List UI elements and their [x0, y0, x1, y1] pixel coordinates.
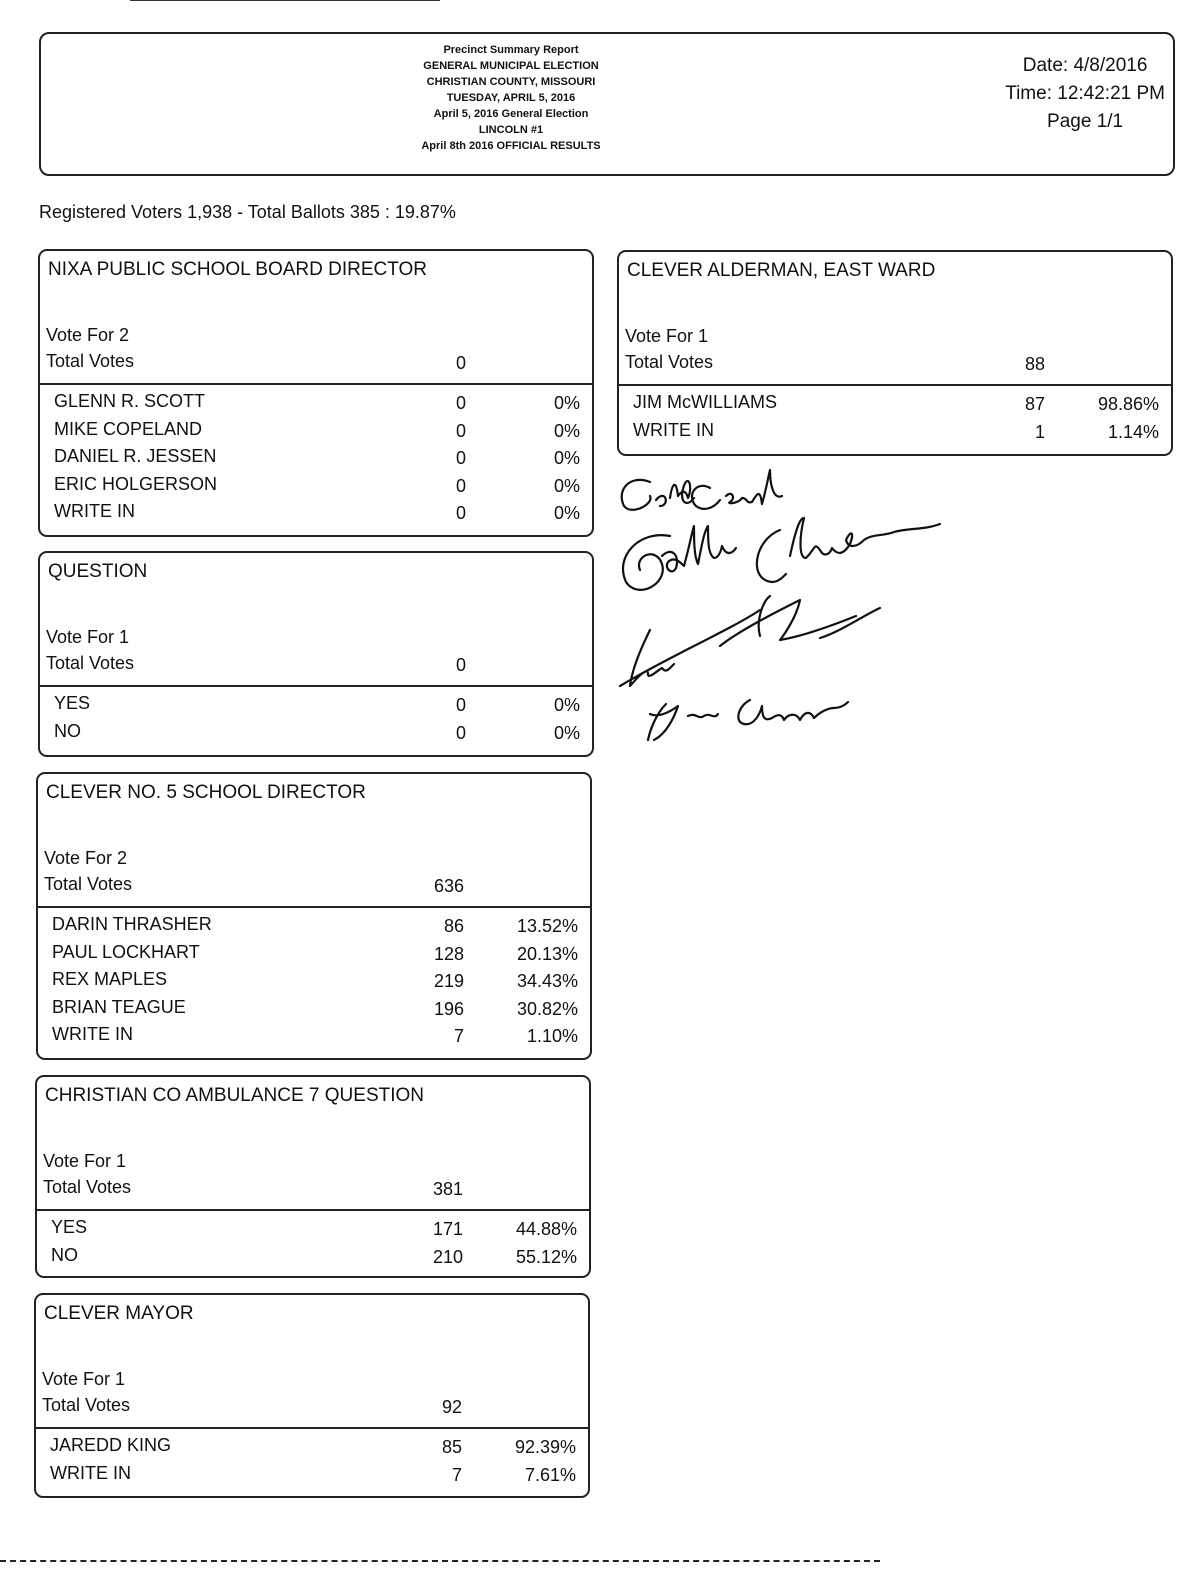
- race-box: [36, 772, 592, 1060]
- candidate-percent: 98.86%: [1097, 394, 1159, 414]
- candidate-votes: 128: [433, 943, 464, 964]
- candidate-row: [38, 969, 590, 997]
- signature-2: [623, 518, 940, 590]
- race-title: CLEVER NO. 5 SCHOOL DIRECTOR: [46, 782, 366, 803]
- total-votes-label: Total Votes: [43, 1177, 132, 1197]
- candidate-row: [38, 997, 590, 1025]
- race-title: CLEVER MAYOR: [44, 1303, 194, 1324]
- candidate-list: [36, 1435, 588, 1490]
- race-title: QUESTION: [48, 561, 148, 582]
- vote-for-label: Vote For 2: [44, 848, 128, 868]
- candidate-name: WRITE IN: [633, 419, 714, 440]
- candidate-row: [37, 1245, 589, 1273]
- total-votes-label: Total Votes: [44, 874, 133, 894]
- candidate-votes: 0: [455, 722, 466, 743]
- candidate-votes: 7: [453, 1026, 464, 1047]
- candidate-votes: 0: [455, 393, 466, 413]
- candidate-percent: 55.12%: [515, 1246, 577, 1267]
- candidate-votes: 87: [1024, 394, 1045, 414]
- race-box: [617, 250, 1173, 456]
- report-title-line: TUESDAY, APRIL 5, 2016: [446, 92, 576, 104]
- candidate-name: DANIEL R. JESSEN: [54, 446, 217, 467]
- candidate-name: YES: [51, 1217, 88, 1237]
- turnout-summary: Registered Voters 1,938 - Total Ballots 385 : 19.87%: [39, 202, 456, 222]
- race-box: [38, 551, 594, 757]
- candidate-percent: 30.82%: [516, 998, 578, 1019]
- race-divider: [37, 1209, 589, 1211]
- candidate-row: [619, 392, 1171, 420]
- race-title: CHRISTIAN CO AMBULANCE 7 QUESTION: [45, 1085, 425, 1106]
- candidate-votes: 0: [455, 503, 466, 524]
- candidate-row: [38, 942, 590, 970]
- race-divider: [40, 383, 592, 385]
- candidate-percent: 44.88%: [515, 1219, 577, 1239]
- signatures: [610, 460, 1010, 750]
- total-votes-value: 0: [455, 353, 466, 373]
- candidate-votes: 0: [455, 420, 466, 441]
- candidate-name: JAREDD KING: [50, 1435, 172, 1455]
- candidate-name: ERIC HOLGERSON: [54, 473, 218, 494]
- report-time: Time: 12:42:21 PM: [1005, 83, 1165, 104]
- candidate-name: DARIN THRASHER: [52, 914, 212, 934]
- candidate-name: PAUL LOCKHART: [52, 941, 200, 962]
- total-votes-value: 92: [441, 1397, 462, 1417]
- race-box: [34, 1293, 590, 1498]
- candidate-row: [619, 420, 1171, 448]
- candidate-percent: 0%: [553, 393, 580, 413]
- candidate-name: WRITE IN: [50, 1462, 131, 1483]
- vote-for-label: Vote For 1: [46, 627, 130, 647]
- candidate-percent: 0%: [553, 475, 580, 496]
- candidate-name: MIKE COPELAND: [54, 418, 203, 439]
- total-votes-value: 88: [1024, 354, 1045, 374]
- candidate-name: WRITE IN: [52, 1024, 133, 1045]
- report-title-block: [371, 42, 651, 154]
- candidate-row: [38, 1024, 590, 1052]
- candidate-votes: 210: [432, 1246, 463, 1267]
- race-box: [38, 249, 594, 537]
- candidate-percent: 1.10%: [526, 1026, 578, 1047]
- candidate-votes: 7: [451, 1464, 462, 1485]
- vote-for-label: Vote For 1: [625, 326, 709, 346]
- scan-artifact-bottom: [0, 1560, 880, 1566]
- report-title-line: April 8th 2016 OFFICIAL RESULTS: [421, 140, 601, 152]
- race-header: [38, 844, 590, 906]
- vote-for-label: Vote For 1: [43, 1151, 127, 1171]
- scan-artifact-top: [130, 0, 440, 4]
- candidate-votes: 0: [455, 475, 466, 496]
- race-header: [37, 1147, 589, 1209]
- candidate-name: JIM McWILLIAMS: [633, 392, 778, 412]
- race-divider: [36, 1427, 588, 1429]
- report-title-line: Precinct Summary Report: [443, 44, 579, 56]
- candidate-percent: 0%: [553, 448, 580, 469]
- report-meta: [1005, 52, 1165, 136]
- total-votes-value: 381: [432, 1179, 463, 1199]
- candidate-row: [37, 1217, 589, 1245]
- race-divider: [38, 906, 590, 908]
- report-title-line: April 5, 2016 General Election: [433, 108, 589, 120]
- total-votes-value: 636: [433, 876, 464, 896]
- candidate-percent: 0%: [553, 695, 580, 715]
- candidate-list: [38, 914, 590, 1052]
- candidate-percent: 20.13%: [516, 943, 578, 964]
- candidate-name: WRITE IN: [54, 501, 135, 522]
- signature-3: [620, 596, 880, 686]
- race-header: [36, 1365, 588, 1427]
- candidate-row: [40, 419, 592, 447]
- candidate-percent: 0%: [553, 420, 580, 441]
- report-title-line: GENERAL MUNICIPAL ELECTION: [423, 60, 599, 72]
- candidate-row: [40, 474, 592, 502]
- candidate-percent: 1.14%: [1107, 421, 1159, 442]
- candidate-row: [38, 914, 590, 942]
- candidate-votes: 196: [433, 998, 464, 1019]
- candidate-row: [40, 693, 592, 721]
- candidate-name: BRIAN TEAGUE: [52, 996, 186, 1017]
- candidate-percent: 7.61%: [524, 1464, 576, 1485]
- candidate-row: [40, 391, 592, 419]
- candidate-row: [40, 446, 592, 474]
- candidate-name: NO: [54, 720, 81, 741]
- report-page: Page 1/1: [1047, 111, 1124, 132]
- candidate-list: [37, 1217, 589, 1272]
- candidate-votes: 86: [443, 916, 464, 936]
- candidate-row: [36, 1435, 588, 1463]
- candidate-percent: 92.39%: [514, 1437, 576, 1457]
- candidate-votes: 171: [432, 1219, 463, 1239]
- race-title: CLEVER ALDERMAN, EAST WARD: [627, 260, 936, 281]
- candidate-percent: 34.43%: [516, 971, 578, 992]
- candidate-percent: 0%: [553, 503, 580, 524]
- candidate-votes: 1: [1034, 421, 1045, 442]
- race-divider: [40, 685, 592, 687]
- race-header: [40, 623, 592, 685]
- candidate-votes: 0: [455, 448, 466, 469]
- total-votes-value: 0: [455, 655, 466, 675]
- report-header: [39, 32, 1175, 176]
- report-title-line: LINCOLN #1: [478, 124, 544, 136]
- total-votes-label: Total Votes: [42, 1395, 131, 1415]
- signature-4: [648, 700, 848, 740]
- total-votes-label: Total Votes: [625, 352, 714, 372]
- candidate-name: YES: [54, 693, 91, 713]
- candidate-list: [40, 693, 592, 748]
- race-divider: [619, 384, 1171, 386]
- candidate-votes: 0: [455, 695, 466, 715]
- race-box: [35, 1075, 591, 1278]
- candidate-percent: 13.52%: [516, 916, 578, 936]
- signature-1: [622, 470, 782, 510]
- race-header: [619, 322, 1171, 384]
- candidate-votes: 219: [433, 971, 464, 992]
- candidate-row: [36, 1463, 588, 1491]
- total-votes-label: Total Votes: [46, 653, 135, 673]
- report-title-line: CHRISTIAN COUNTY, MISSOURI: [426, 76, 596, 88]
- candidate-list: [40, 391, 592, 529]
- candidate-list: [619, 392, 1171, 447]
- candidate-row: [40, 721, 592, 749]
- candidate-name: GLENN R. SCOTT: [54, 391, 206, 411]
- report-date: Date: 4/8/2016: [1022, 55, 1148, 76]
- vote-for-label: Vote For 2: [46, 325, 130, 345]
- candidate-votes: 85: [441, 1437, 462, 1457]
- candidate-name: NO: [51, 1244, 78, 1265]
- vote-for-label: Vote For 1: [42, 1369, 126, 1389]
- candidate-row: [40, 501, 592, 529]
- candidate-name: REX MAPLES: [52, 969, 168, 990]
- race-header: [40, 321, 592, 383]
- candidate-percent: 0%: [553, 722, 580, 743]
- total-votes-label: Total Votes: [46, 351, 135, 371]
- race-title: NIXA PUBLIC SCHOOL BOARD DIRECTOR: [48, 259, 428, 280]
